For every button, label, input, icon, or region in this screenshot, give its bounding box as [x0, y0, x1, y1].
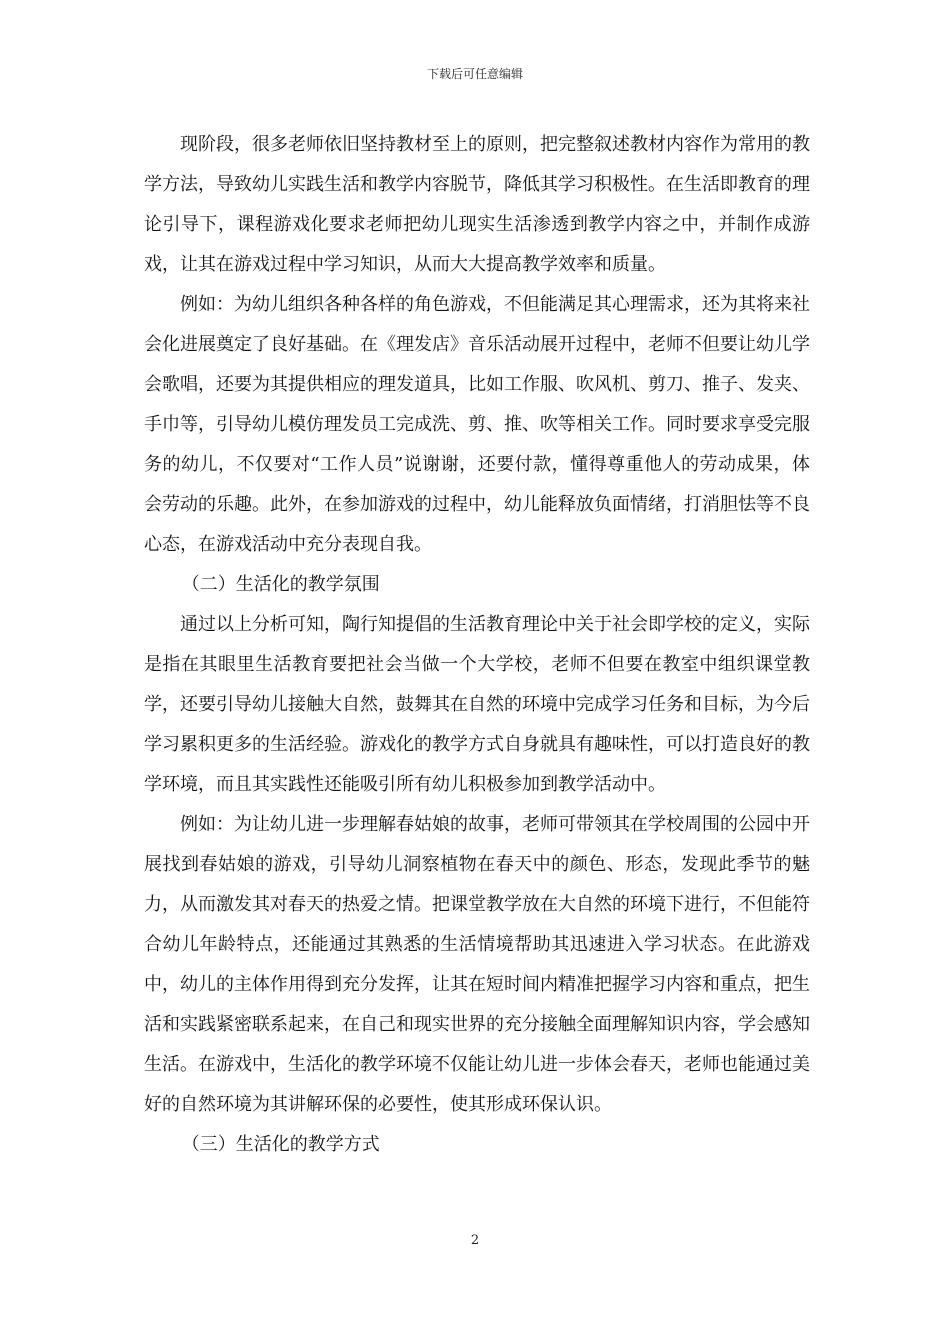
- paragraph-example-spring: 例如：为让幼儿进一步理解春姑娘的故事，老师可带领其在学校周围的公园中开展找到春姑娘的游戏，引导幼儿洞察植物在春天中的颜色、形态，发现此季节的魅力，从而激发其对春天的热爱之情。把课堂教学放在大自然的环境下进行，不但能符合幼儿年龄特点，还能通过其熟悉的生活情境帮助其迅速进入学习状态。在此游戏中，幼儿的主体作用得到充分发挥，让其在短时间内精准把握学习内容和重点，把生活和实践紧密联系起来，在自己和现实世界的充分接触全面理解知识内容，学会感知生活。在游戏中，生活化的教学环境不仅能让幼儿进一步体会春天，老师也能通过美好的自然环境为其讲解环保的必要性，使其形成环保认识。: [144, 814, 810, 1115]
- page-number: 2: [470, 1233, 480, 1248]
- paragraph-analysis: 通过以上分析可知，陶行知提倡的生活教育理论中关于社会即学校的定义，实际是指在其眼里生活教育要把社会当做一个大学校，老师不但要在教室中组织课堂教学，还要引导幼儿接触大自然，鼓舞其在自然的环境中完成学习任务和目标，为今后学习累积更多的生活经验。游戏化的教学方式自身就具有趣味性，可以打造良好的教学环境，而且其实践性还能吸引所有幼儿积极参加到教学活动中。: [144, 614, 810, 795]
- paragraph-example-role-play: 例如：为幼儿组织各种各样的角色游戏，不但能满足其心理需求，还为其将来社会化进展奠定了良好基础。在《理发店》音乐活动展开过程中，老师不但要让幼儿学会歌唱，还要为其提供相应的理发道具，比如工作服、吹风机、剪刀、推子、发夹、手巾等，引导幼儿模仿理发员工完成洗、剪、推、吹等相关工作。同时要求享受完服务的幼儿，不仅要对“工作人员”说谢谢，还要付款，懂得尊重他人的劳动成果，体会劳动的乐趣。此外，在参加游戏的过程中，幼儿能释放负面情绪，打消胆怯等不良心态，在游戏活动中充分表现自我。: [144, 294, 810, 555]
- document-body: [144, 125, 810, 1165]
- paragraph-intro: 现阶段，很多老师依旧坚持教材至上的原则，把完整叙述教材内容作为常用的教学方法，导致幼儿实践生活和教学内容脱节，降低其学习积极性。在生活即教育的理论引导下，课程游戏化要求老师把幼儿现实生活渗透到教学内容之中，并制作成游戏，让其在游戏过程中学习知识，从而大大提高教学效率和质量。: [144, 134, 810, 275]
- page-header: 下载后可任意编辑: [426, 67, 523, 81]
- section-heading-method: （三）生活化的教学方式: [181, 1134, 380, 1155]
- section-heading-atmosphere: （二）生活化的教学氛围: [181, 574, 380, 595]
